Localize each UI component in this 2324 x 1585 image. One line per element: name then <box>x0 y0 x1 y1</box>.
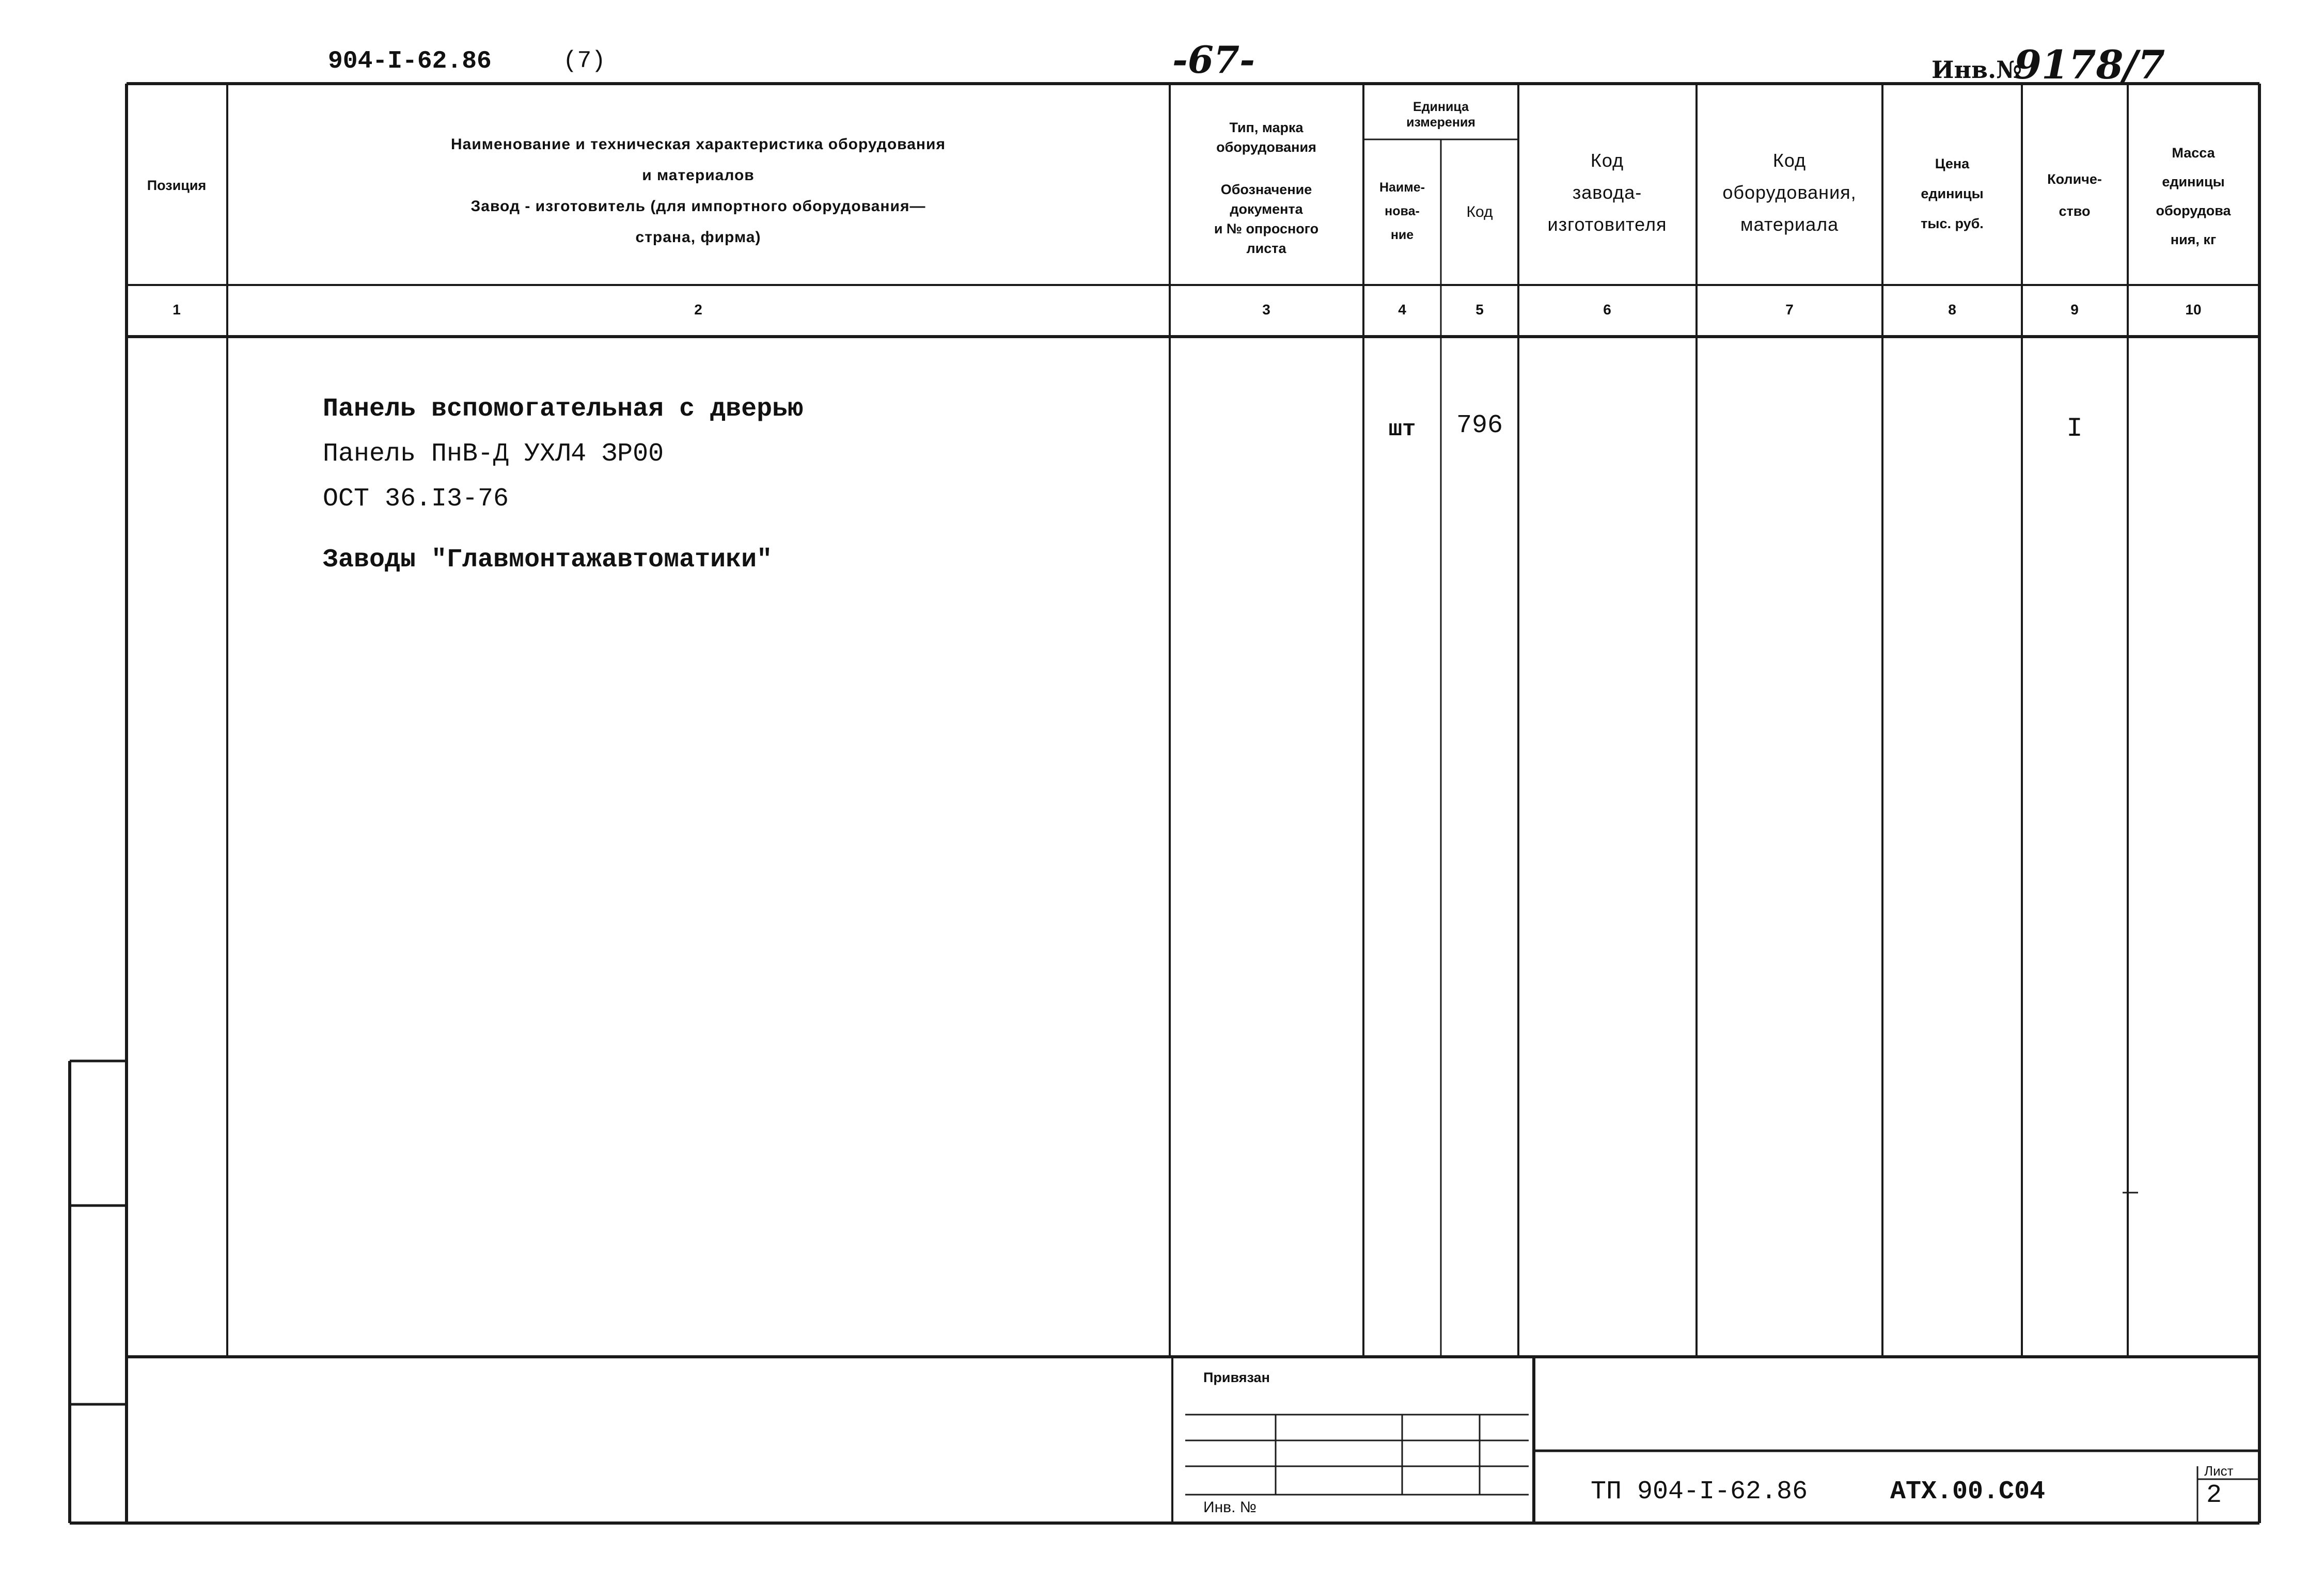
column-header-type-line: Тип, марка <box>1229 120 1304 135</box>
page-number: -67- <box>1172 38 1255 82</box>
document-code: ТП 904-I-62.86 <box>1591 1477 1808 1507</box>
sheet-label: Лист <box>2204 1463 2234 1479</box>
column-header-mass-line: единицы <box>2162 174 2225 189</box>
project-code: 904-I-62.86 <box>328 47 492 75</box>
column-header-document <box>1214 180 1318 258</box>
column-header-price-line: единицы <box>1921 186 1984 201</box>
column-header-position: Позиция <box>147 178 207 193</box>
column-header-name-line: Завод - изготовитель (для импортного оборудования— <box>470 198 926 215</box>
column-header-factory-code-line: изготовителя <box>1547 214 1667 235</box>
row-item-manufacturer: Заводы "Главмонтажавтоматики" <box>323 545 773 575</box>
sheet-number: 2 <box>2206 1481 2222 1510</box>
column-header-name-line: Наименование и техническая характеристика оборудования <box>451 136 946 153</box>
row-item-standard: ОСТ 36.I3-76 <box>323 484 509 514</box>
column-header-unit-name <box>1379 176 1425 247</box>
column-header-mass-line: ния, кг <box>2170 232 2217 247</box>
column-header-price-line: тыс. руб. <box>1921 216 1984 231</box>
album-number: (7) <box>563 47 606 74</box>
column-number: 2 <box>694 302 702 318</box>
column-number: 3 <box>1262 302 1270 318</box>
column-header-type-line: оборудования <box>1216 139 1316 155</box>
row-item-type: Панель ПнВ-Д УХЛ4 ЗР00 <box>323 439 664 469</box>
inventory-no-label: Инв. № <box>1203 1499 1257 1516</box>
column-number: 7 <box>1785 302 1794 318</box>
column-header-equipment-code-line: Код <box>1772 150 1807 171</box>
column-number: 1 <box>172 302 181 318</box>
column-header-type <box>1216 118 1316 157</box>
column-header-unit-name-line: Наиме- <box>1379 180 1425 195</box>
column-number: 5 <box>1475 302 1484 318</box>
column-header-name-line: и материалов <box>642 167 755 184</box>
column-header-equipment-code <box>1722 145 1856 241</box>
column-header-name <box>451 129 946 253</box>
column-header-price <box>1921 149 1984 239</box>
column-header-quantity-line: ство <box>2059 203 2091 219</box>
row-unit-code: 796 <box>1456 411 1503 440</box>
column-header-unit-name-line: нова- <box>1385 204 1420 218</box>
column-header-factory-code-line: Код <box>1590 150 1624 171</box>
drawing-mark: АТХ.00.С04 <box>1890 1477 2046 1507</box>
column-header-factory-code <box>1548 145 1667 241</box>
column-header-document-line: документа <box>1230 201 1303 217</box>
linked-label: Привязан <box>1203 1370 1270 1385</box>
column-number: 4 <box>1398 302 1406 318</box>
column-header-name-line: страна, фирма) <box>635 229 761 246</box>
column-header-unit-group <box>1406 99 1475 130</box>
column-header-equipment-code-line: оборудования, <box>1722 182 1857 203</box>
column-header-mass-line: оборудова <box>2156 203 2231 218</box>
column-header-price-line: Цена <box>1935 156 1970 171</box>
column-number: 6 <box>1603 302 1611 318</box>
column-header-document-line: и № опросного <box>1214 221 1319 236</box>
inventory-number: 9178/7 <box>2014 42 2165 88</box>
column-number: 8 <box>1948 302 1956 318</box>
column-header-quantity-line: Количе- <box>2047 171 2102 187</box>
column-number: 9 <box>2070 302 2079 318</box>
row-unit-name: шт <box>1388 417 1416 442</box>
column-header-unit-name-line: ние <box>1390 228 1414 242</box>
row-quantity: I <box>2066 414 2083 444</box>
unit-group-line: Единица <box>1413 100 1469 114</box>
unit-group-line: измерения <box>1406 115 1475 130</box>
column-header-equipment-code-line: материала <box>1740 214 1839 235</box>
column-header-mass-line: Масса <box>2172 145 2215 161</box>
column-header-document-line: листа <box>1246 241 1286 256</box>
column-header-document-line: Обозначение <box>1220 182 1312 197</box>
column-header-mass <box>2156 138 2231 254</box>
row-item-name: Панель вспомогательная с дверью <box>323 394 804 424</box>
inventory-label: Инв.№ <box>1932 56 2022 84</box>
column-header-quantity <box>2047 163 2102 227</box>
column-number: 10 <box>2185 302 2202 318</box>
column-header-factory-code-line: завода- <box>1572 182 1642 203</box>
column-header-unit-code: Код <box>1466 203 1493 220</box>
